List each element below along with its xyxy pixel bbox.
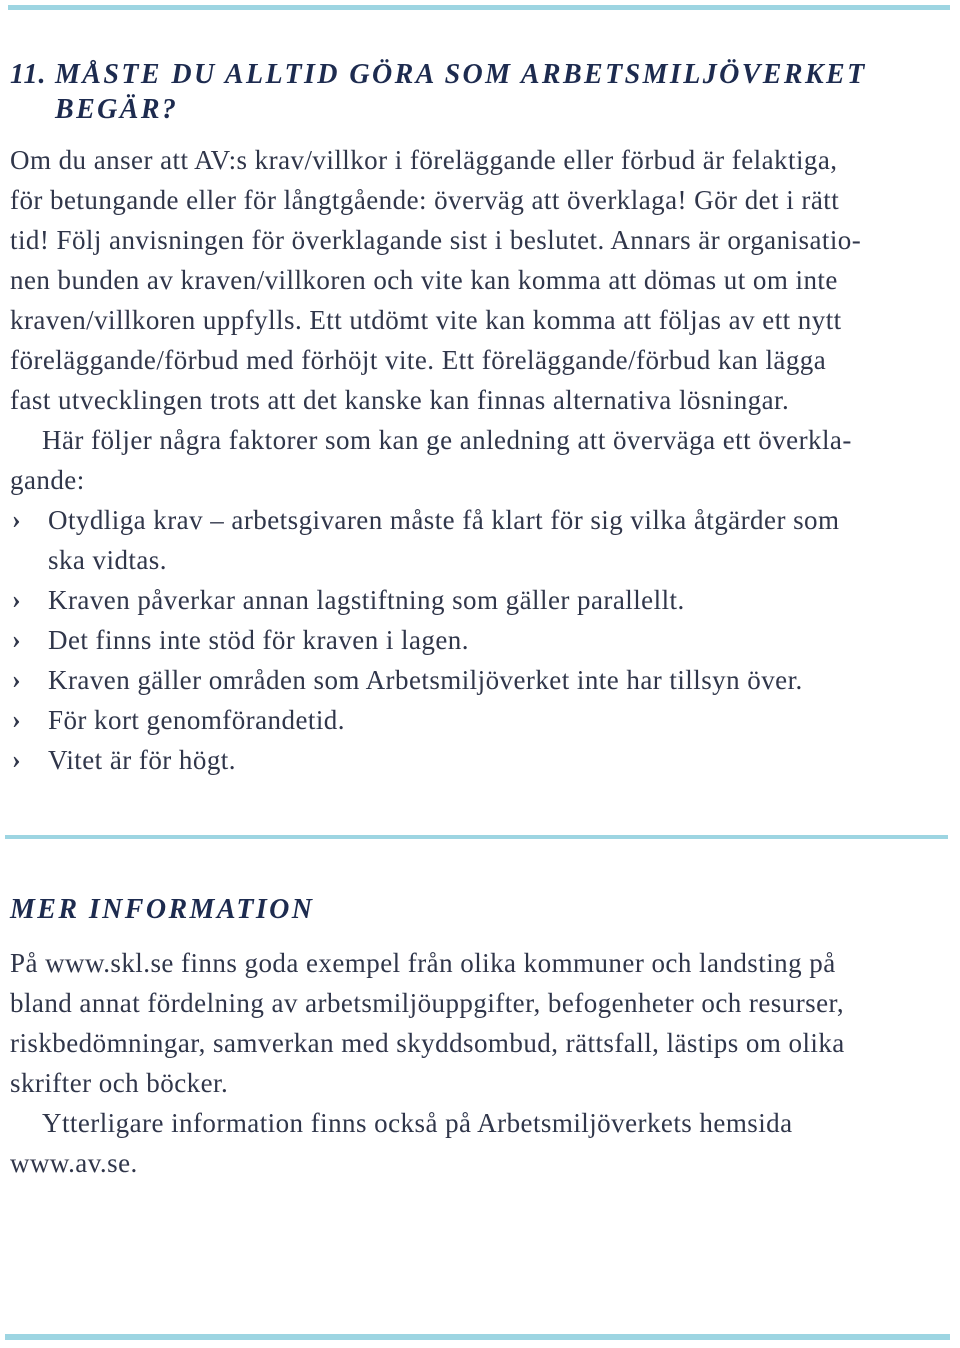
bullet-text-line: Otydliga krav – arbetsgivaren måste få klart för sig vilka åtgärder som: [48, 505, 840, 535]
section-divider: [5, 835, 948, 839]
section-title: [55, 57, 867, 127]
top-divider: [8, 5, 950, 10]
bullet-marker: ›: [12, 745, 22, 774]
section-number: 11.: [10, 59, 47, 90]
bullet-text-line: Kraven gäller områden som Arbetsmiljöverket inte har tillsyn över.: [48, 665, 803, 695]
bullet-marker: ›: [12, 625, 22, 654]
paragraph-line: Om du anser att AV:s krav/villkor i föreläggande eller förbud är felaktiga,: [10, 145, 838, 175]
paragraph-line: bland annat fördelning av arbetsmiljöuppgifter, befogenheter och resurser,: [10, 988, 845, 1018]
list-item: [10, 700, 946, 740]
bullet-text-line: För kort genomförandetid.: [48, 705, 345, 735]
paragraph-line: kraven/villkoren uppfylls. Ett utdömt vite kan komma att följas av ett nytt: [10, 305, 842, 335]
list-item: [10, 740, 946, 780]
bullet-text-line: Kraven påverkar annan lagstiftning som gäller parallellt.: [48, 585, 685, 615]
section-title-line: MÅSTE DU ALLTID GÖRA SOM ARBETSMILJÖVERKET: [55, 59, 867, 90]
section-title-line: BEGÄR?: [55, 94, 179, 125]
more-info-heading: [10, 892, 946, 928]
paragraph-line: skrifter och böcker.: [10, 1068, 229, 1098]
more-info-paragraph: [10, 1103, 946, 1183]
more-info-paragraph: [10, 943, 946, 1103]
bullet-marker: ›: [12, 705, 22, 734]
paragraph-line: riskbedömningar, samverkan med skyddsombud, rättsfall, lästips om olika: [10, 1028, 845, 1058]
paragraph-line: föreläggande/förbud med förhöjt vite. Ett föreläggande/förbud kan lägga: [10, 345, 827, 375]
list-item: [10, 620, 946, 660]
paragraph-line: tid! Följ anvisningen för överklagande sist i beslutet. Annars är organisatio-: [10, 225, 862, 255]
paragraph-line: Ytterligare information finns också på Arbetsmiljöverkets hemsida: [42, 1108, 793, 1138]
paragraph-line: gande:: [10, 465, 85, 495]
paragraph-line: Här följer några faktorer som kan ge anledning att överväga ett överkla-: [42, 425, 852, 455]
bullet-marker: ›: [12, 505, 22, 534]
paragraph-line: På www.skl.se finns goda exempel från olika kommuner och landsting på: [10, 948, 836, 978]
bullet-text-line: Det finns inte stöd för kraven i lagen.: [48, 625, 469, 655]
bullet-text-line: ska vidtas.: [48, 545, 167, 575]
more-info-body: [10, 943, 946, 1183]
paragraph-line: för betungande eller för långtgående: överväg att överklaga! Gör det i rätt: [10, 185, 840, 215]
section-body: [10, 140, 946, 780]
list-item: [10, 500, 946, 580]
bullet-marker: ›: [12, 585, 22, 614]
appeal-paragraph: [10, 140, 946, 420]
list-item: [10, 580, 946, 620]
paragraph-line: www.av.se.: [10, 1148, 138, 1178]
paragraph-line: nen bunden av kraven/villkoren och vite kan komma att dömas ut om inte: [10, 265, 838, 295]
bullet-marker: ›: [12, 665, 22, 694]
bullet-text-line: Vitet är för högt.: [48, 745, 236, 775]
factor-list: [10, 500, 946, 780]
factors-intro-paragraph: [10, 420, 946, 500]
bottom-divider: [5, 1334, 950, 1340]
section-heading: [10, 57, 946, 129]
list-item: [10, 660, 946, 700]
more-info-title: MER INFORMATION: [10, 894, 315, 925]
paragraph-line: fast utvecklingen trots att det kanske kan finnas alternativa lösningar.: [10, 385, 790, 415]
